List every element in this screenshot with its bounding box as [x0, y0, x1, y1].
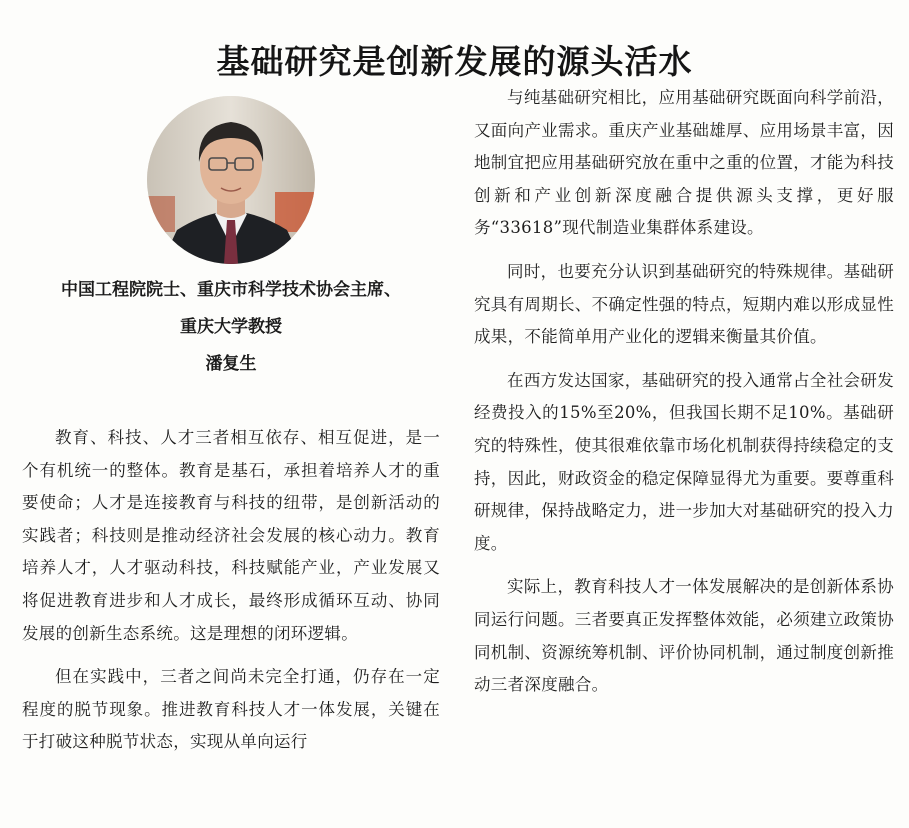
right-column: [474, 82, 894, 713]
portrait-illustration: [147, 96, 315, 264]
author-title-line1: 中国工程院院士、重庆市科学技术协会主席、: [61, 280, 401, 300]
paragraph: 教育、科技、人才三者相互依存、相互促进，是一个有机统一的整体。教育是基石，承担着培养人才的重要使命；人才是连接教育与科技的纽带，是创新活动的实践者；科技则是推动经济社会发展的核心动力。教育培养人才，人才驱动科技，科技赋能产业，产业发展又将促进教育进步和人才成长，最终形成循环互动、协同发展的创新生态系统。这是理想的闭环逻辑。: [22, 428, 440, 643]
paragraph: 同时，也要充分认识到基础研究的特殊规律。基础研究具有周期长、不确定性强的特点，短期内难以形成显性成果，不能简单用产业化的逻辑来衡量其价值。: [474, 261, 894, 347]
author-portrait: [147, 96, 315, 264]
author-title-line2: 重庆大学教授: [180, 317, 282, 337]
paragraph: 但在实践中，三者之间尚未完全打通，仍存在一定程度的脱节现象。推进教育科技人才一体发展，关键在于打破这种脱节状态，实现从单向运行: [22, 667, 440, 752]
paragraph: 与纯基础研究相比，应用基础研究既面向科学前沿，又面向产业需求。重庆产业基础雄厚、应用场景丰富，因地制宜把应用基础研究放在重中之重的位置，才能为科技创新和产业创新深度融合提供源头支撑，更好服务“33618”现代制造业集群体系建设。: [474, 88, 894, 238]
paragraph: 在西方发达国家，基础研究的投入通常占全社会研发经费投入的15%至20%，但我国长期不足10%。基础研究的特殊性，使其很难依靠市场化机制获得持续稳定的支持，因此，财政资金的稳定保障显得尤为重要。要尊重科研规律，保持战略定力，进一步加大对基础研究的投入力度。: [474, 370, 894, 553]
article-title: 基础研究是创新发展的源头活水: [216, 42, 693, 82]
left-column: [22, 422, 440, 770]
author-info: [0, 272, 462, 383]
author-name: 潘复生: [205, 354, 257, 374]
paragraph: 实际上，教育科技人才一体发展解决的是创新体系协同运行问题。三者要真正发挥整体效能，必须建立政策协同机制、资源统筹机制、评价协同机制，通过制度创新推动三者深度融合。: [474, 577, 894, 695]
